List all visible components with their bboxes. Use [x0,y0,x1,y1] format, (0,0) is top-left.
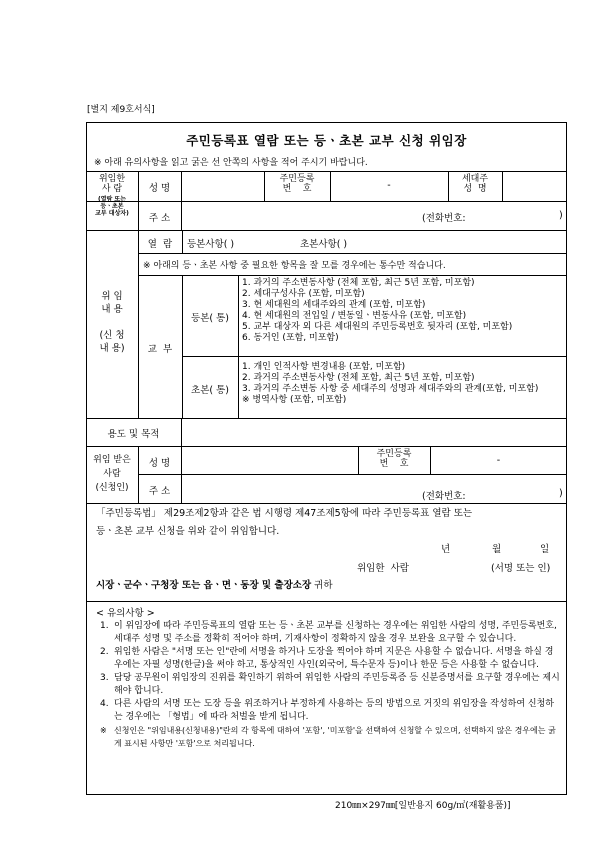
delegator-sign-label: 위임한 사람 [357,563,409,574]
purpose-field[interactable] [183,420,565,444]
delegate-phone-close: ) [559,488,563,499]
caution-number: 2. [100,647,109,657]
delegate-phone-label: (전화번호: [422,491,466,502]
delegate-rrn-label: 주민등록 번 호 [376,449,412,469]
delegate-rrn-field[interactable] [432,455,565,466]
delegator-phone-label: (전화번호: [422,213,466,224]
extract-option-item[interactable]: 1. 개인 인적사항 변경내용 (포함, 미포함) [242,362,406,372]
form-title: 주민등록표 열람 또는 등ㆍ초본 교부 신청 위임장 [186,133,467,148]
view-label: 열 람 [147,239,173,250]
caution-number: 1. [100,621,109,631]
caution-item [100,724,560,750]
form-number-label: [별지 제9호서식] [87,105,155,115]
delegate-title: 위임 받은 사람 (신청인) [93,455,131,493]
extract-options-list [242,362,538,406]
copy-option-item[interactable]: 6. 동거인 (포함, 미포함) [242,333,339,343]
copy-option-item[interactable]: 1. 과거의 주소변동사항 (전체 포함, 최근 5년 포함, 미포함) [242,278,475,288]
caution-number: ※ [100,726,107,735]
date-year[interactable]: 년 [441,544,451,555]
delegator-rrn-field[interactable] [332,180,446,191]
caution-item [100,698,560,724]
delegator-phone-close: ) [559,210,563,221]
delegator-signature-field[interactable]: (서명 또는 인) [491,563,551,574]
copy-option-item[interactable]: 4. 현 세대원의 전입일 / 변동일ㆍ변동사유 (포함, 미포함) [242,311,467,321]
extract-count-field[interactable]: 초본( 통) [191,385,229,396]
delegator-subtitle: (열람 또는 등ㆍ초본 교부 대상자) [95,196,129,217]
rrn-dash: - [387,180,391,191]
delegate-name-field[interactable] [183,448,356,472]
caution-text: 위임한 사람은 "서명 또는 인"란에 서명을 하거나 도장을 찍어야 하며 지문은 사용할 수 없습니다. 서명을 하실 경우에는 자필 성명(한글)을 써야 하고, 통상적인 사인(외국어, 특수문자 등)이나 한문 등은 사용할 수 없습니다. [114,647,554,670]
view-note: ※ 아래의 등ㆍ초본 사항 중 필요한 항목을 잘 모를 경우에는 통수만 적습니다. [143,261,446,271]
caution-number: 4. [100,699,109,709]
caution-text: 이 위임장에 따라 주민등록표의 열람 또는 등ㆍ초본 교부를 신청하는 경우에는 위임한 사람의 성명, 주민등록번호, 세대주 성명 및 주소를 정확히 적어야 하며, 기재사항이 정확하지 않을 경우 보완을 요구할 수 있습니다. [114,621,557,644]
delegator-address-field[interactable] [183,203,418,228]
caution-number: 3. [100,673,109,683]
delegate-address-field[interactable] [183,476,418,501]
notice-text: ※ 아래 유의사항을 읽고 굵은 선 안쪽의 사항을 적어 주시기 바랍니다. [94,158,368,168]
paper-spec-footer: 210㎜×297㎜[일반용지 60g/㎡(재활용품)] [335,801,511,811]
addressee-name: 시장ㆍ군수ㆍ구청장 또는 읍ㆍ면ㆍ동장 및 출장소장 [96,580,312,591]
caution-item [100,620,560,646]
caution-item [100,646,560,672]
rrn-dash: - [496,455,501,466]
date-month[interactable]: 월 [492,544,502,555]
addressee-suffix: 귀하 [314,580,333,591]
copy-item-field[interactable]: 등본사항( ) [187,239,235,250]
copy-options-list [242,278,512,344]
extract-option-item[interactable]: ※ 병역사항 (포함, 미포함) [242,395,347,405]
delegator-rrn-label: 주민등록 번 호 [279,174,315,194]
copy-option-item[interactable]: 2. 세대구성사유 (포함, 미포함) [242,289,365,299]
cautions-title: < 유의사항 > [96,608,155,619]
household-head-field[interactable] [504,174,564,199]
copy-count-field[interactable]: 등본( 통) [191,313,229,324]
delegator-name-label: 성 명 [148,183,171,194]
cautions-list [100,620,560,750]
household-head-label: 세대주 성 명 [461,174,489,194]
caution-item [100,672,560,698]
copy-option-item[interactable]: 3. 현 세대원의 세대주와의 관계 (포함, 미포함) [242,300,426,310]
extract-option-item[interactable]: 2. 과거의 주소변동사항 (전체 포함, 최근 5년 포함, 미포함) [242,373,475,383]
delegator-address-label: 주 소 [148,213,171,224]
statement-line-2: 등ㆍ초본 교부 신청을 위와 같이 위임합니다. [96,526,280,537]
extract-item-field[interactable]: 초본사항( ) [300,239,348,250]
delegation-title: 위 임 내 용 (신 청 내 용) [99,291,125,354]
purpose-label: 용도 및 목적 [107,429,160,440]
statement-line-1: 「주민등록법」 제29조제2항과 같은 법 시행령 제47조제5항에 따라 주민등록표 열람 또는 [96,508,473,519]
caution-text: 다른 사람의 서명 또는 도장 등을 위조하거나 부정하게 사용하는 등의 방법으로 거짓의 위임장을 작성하여 신청하는 경우에는 「형법」에 따라 처벌을 받게 됩니다. [114,699,554,722]
delegator-title: 위임한 사 람 [98,174,126,194]
delegate-address-label: 주 소 [148,486,171,497]
date-day[interactable]: 일 [540,544,550,555]
issue-label: 교 부 [147,344,173,355]
delegator-name-field[interactable] [183,174,262,199]
delegate-name-label: 성 명 [148,458,171,469]
copy-option-item[interactable]: 5. 교부 대상자 외 다른 세대원의 주민등록번호 뒷자리 (포함, 미포함) [242,322,513,332]
caution-text: 담당 공무원이 위임장의 진위를 확인하기 위하여 위임한 사람의 주민등록증 등 신분증명서를 요구할 경우에는 제시해야 합니다. [114,673,560,696]
addressee [96,577,333,591]
caution-text: 신청인은 "위임내용(신청내용)"란의 각 항목에 대하여 '포함', '미포함'을 선택하여 신청할 수 있으며, 선택하지 않은 경우에는 굵게 표시된 사항만 '포함'으로 처리됩니다. [114,726,556,748]
extract-option-item[interactable]: 3. 과거의 주소변동 사항 중 세대주의 성명과 세대주와의 관계(포함, 미포함) [242,384,539,394]
